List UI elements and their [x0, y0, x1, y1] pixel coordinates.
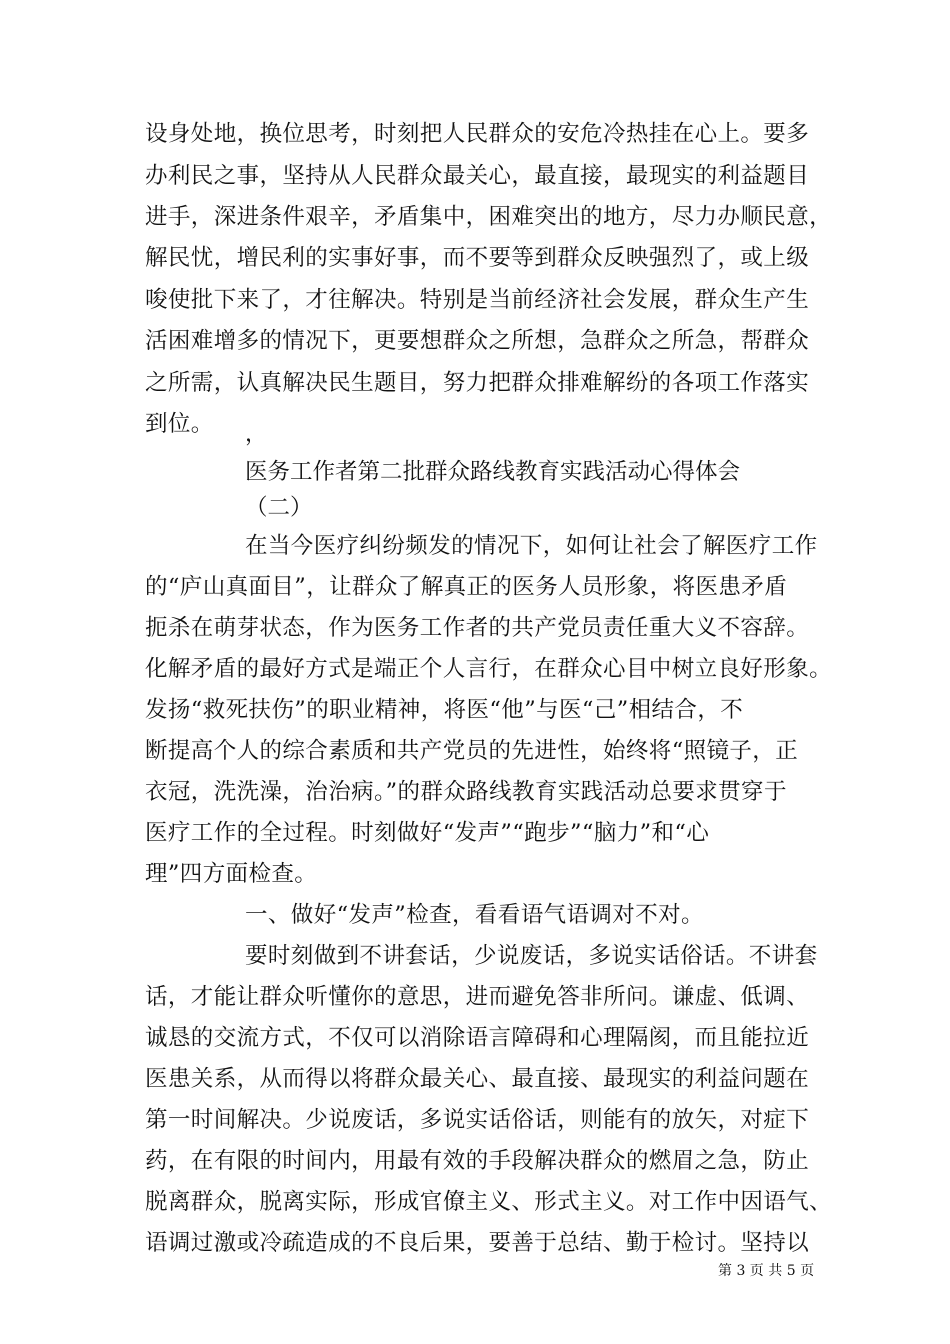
paragraph-line: 在当今医疗纠纷频发的情况下，如何让社会了解医疗工作	[245, 533, 818, 559]
paragraph-line: 脱离群众，脱离实际，形成官僚主义、形式主义。对工作中因语气、	[145, 1189, 833, 1215]
paragraph-line: 的“庐山真面目”，让群众了解真正的医务人员形象，将医患矛盾	[145, 574, 788, 600]
paragraph-line: 扼杀在萌芽状态，作为医务工作者的共产党员责任重大义不容辞。	[145, 615, 810, 641]
paragraph-line: 进手，深进条件艰辛，矛盾集中，困难突出的地方，尽力办顺民意，	[145, 204, 833, 230]
section-heading: 一、做好“发声”检查，看看语气语调对不对。	[245, 902, 704, 928]
paragraph-line: 到位。	[145, 411, 214, 437]
document-title: 医务工作者第二批群众路线教育实践活动心得体会	[245, 459, 741, 485]
paragraph-line: 医患关系，从而得以将群众最关心、最直接、最现实的利益问题在	[145, 1066, 810, 1092]
document-subtitle: （二）	[245, 495, 313, 521]
paragraph-line: 医疗工作的全过程。时刻做好“发声”“跑步”“脑力”和“心	[145, 820, 710, 846]
paragraph-line: 衣冠，洗洗澡，治治病。”的群众路线教育实践活动总要求贯穿于	[145, 779, 787, 805]
paragraph-line: 设身处地，换位思考，时刻把人民群众的安危冷热挂在心上。要多	[145, 121, 810, 147]
paragraph-line: 化解矛盾的最好方式是端正个人言行，在群众心目中树立良好形象。	[145, 656, 833, 682]
paragraph-line: 要时刻做到不讲套话，少说废话，多说实话俗话。不讲套	[245, 943, 818, 969]
paragraph-line: 活困难增多的情况下，更要想群众之所想，急群众之所急，帮群众	[145, 328, 810, 354]
paragraph-line: 第一时间解决。少说废话，多说实话俗话，则能有的放矢，对症下	[145, 1107, 810, 1133]
paragraph-line: 语调过激或冷疏造成的不良后果，要善于总结、勤于检讨。坚持以	[145, 1230, 810, 1256]
paragraph-line: 唆使批下来了，才往解决。特别是当前经济社会发展，群众生产生	[145, 287, 810, 313]
paragraph-line: 药，在有限的时间内，用最有效的手段解决群众的燃眉之急，防止	[145, 1148, 810, 1174]
paragraph-line: 理”四方面检查。	[145, 861, 318, 887]
page-number: 第 3 页 共 5 页	[718, 1263, 815, 1279]
paragraph-line: 办利民之事，坚持从人民群众最关心，最直接，最现实的利益题目	[145, 163, 810, 189]
paragraph-line: 诚恳的交流方式，不仅可以消除语言障碍和心理隔阂，而且能拉近	[145, 1025, 810, 1051]
paragraph-line: 发扬“救死扶伤”的职业精神，将医“他”与医“己”相结合，不	[145, 697, 744, 723]
paragraph-line: 话，才能让群众听懂你的意思，进而避免答非所问。谦虚、低调、	[145, 984, 810, 1010]
paragraph-line: 断提高个人的综合素质和共产党员的先进性，始终将“照镜子，正	[145, 738, 799, 764]
paragraph-line: 之所需，认真解决民生题目，努力把群众排难解纷的各项工作落实	[145, 370, 810, 396]
stray-comma: ，	[245, 422, 268, 447]
paragraph-line: 解民忧，增民利的实事好事，而不要等到群众反映强烈了，或上级	[145, 245, 810, 271]
